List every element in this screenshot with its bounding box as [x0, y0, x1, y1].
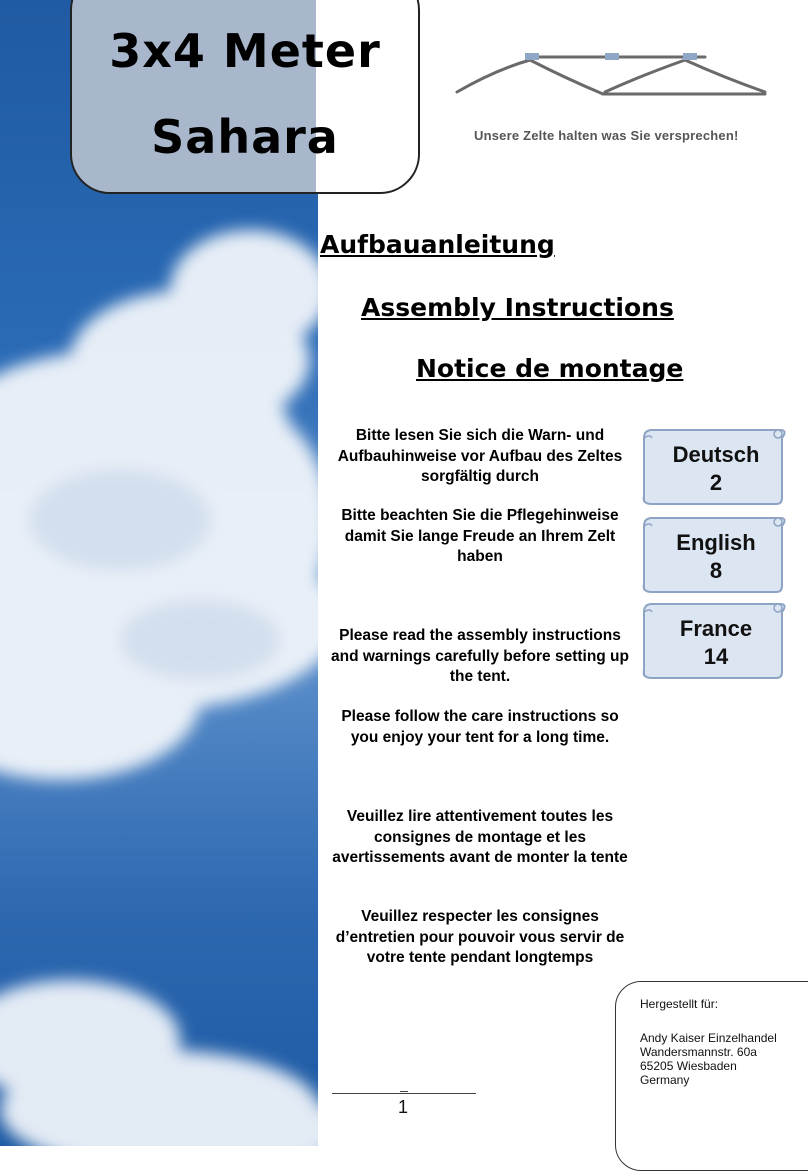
manufacturer-label: Hergestellt für: — [640, 997, 719, 1011]
manufacturer-city: 65205 Wiesbaden — [640, 1059, 737, 1073]
heading-english: Assembly Instructions — [361, 293, 674, 322]
manufacturer-country: Germany — [640, 1073, 690, 1087]
manufacturer-street: Wandersmannstr. 60a — [640, 1045, 757, 1059]
language-page-number: 14 — [703, 644, 729, 669]
manufacturer-name: Andy Kaiser Einzelhandel — [640, 1031, 777, 1045]
language-page-number: 8 — [709, 558, 723, 583]
language-name: France — [679, 616, 753, 641]
french-warning-text: Veuillez lire attentivement toutes les consignes de montage et les avertissements avant de monter la tente — [332, 808, 628, 866]
language-link-france[interactable] — [638, 600, 790, 680]
german-care-text: Bitte beachten Sie die Pflegehinweise damit Sie lange Freude an Ihrem Zelt haben — [341, 507, 619, 565]
german-warning-text: Bitte lesen Sie sich die Warn- und Aufbauhinweise vor Aufbau des Zeltes sorgfältig durch — [337, 427, 623, 485]
french-care-text: Veuillez respecter les consignes d’entretien pour pouvoir vous servir de votre tente pendant longtemps — [335, 908, 625, 966]
english-warning-text: Please read the assembly instructions and warnings carefully before setting up the tent. — [331, 627, 629, 685]
footer-divider-mark — [400, 1091, 408, 1092]
english-care-text: Please follow the care instructions so you enjoy your tent for a long time. — [341, 708, 619, 746]
title-line-1: 3x4 Meter — [109, 24, 381, 78]
brand-slogan: Unsere Zelte halten was Sie versprechen! — [474, 128, 739, 143]
language-page-number: 2 — [709, 470, 723, 495]
language-name: Deutsch — [672, 442, 760, 467]
language-link-deutsch[interactable] — [638, 426, 790, 506]
tent-logo-icon — [455, 48, 770, 105]
title-box — [70, 0, 420, 194]
page-number: 1 — [398, 1097, 409, 1117]
heading-german: Aufbauanleitung — [320, 230, 555, 259]
footer-divider — [332, 1093, 476, 1094]
title-line-2: Sahara — [151, 110, 339, 164]
heading-french: Notice de montage — [416, 354, 684, 383]
language-name: English — [676, 530, 756, 555]
language-link-english[interactable] — [638, 514, 790, 594]
